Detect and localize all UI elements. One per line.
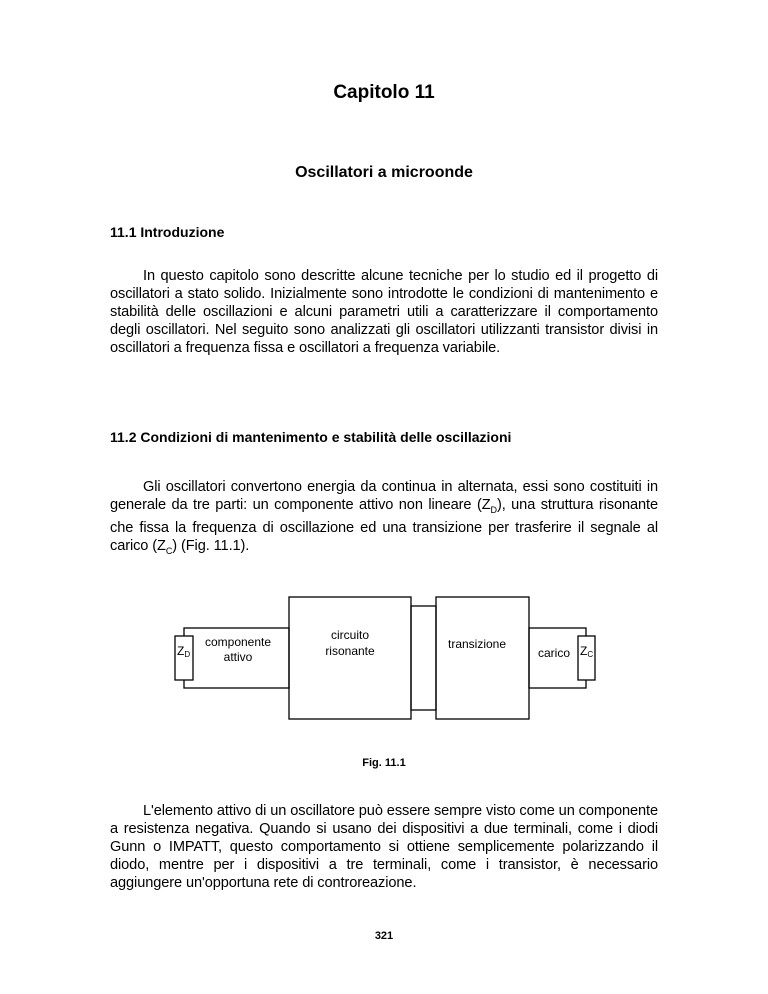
paragraph-conditions-text-1: Gli oscillatori convertono energia da continua in alternata, essi sono costituiti in generale da tre parti: un componente attivo non lineare (Z <box>110 479 658 513</box>
zc-label: ZC <box>580 644 594 659</box>
page-number: 321 <box>374 930 394 942</box>
chapter-title: Capitolo 11 <box>333 82 435 103</box>
zd-label: ZD <box>177 644 191 659</box>
paragraph-introduction: In questo capitolo sono descritte alcune tecniche per lo studio ed il progetto di oscillatori a stato solido. Inizialmente sono introdotte le condizioni di mantenimento e stabilità delle oscillazioni e alcuni parametri utili a caratterizzare il comportamento degli oscillatori. Nel seguito sono analizzati gli oscillatori utilizzanti transistor divisi in oscillatori a frequenza fissa e oscillatori a frequenza variabile. <box>110 268 658 356</box>
section-heading-introduction: 11.1 Introduzione <box>110 224 225 240</box>
transition-label: transizione <box>447 637 507 651</box>
resonant-circuit-block <box>289 597 411 719</box>
chapter-subtitle: Oscillatori a microonde <box>295 164 473 181</box>
section-heading-conditions: 11.2 Condizioni di mantenimento e stabilità delle oscillazioni <box>110 429 512 445</box>
active-component-label-2: attivo <box>223 650 253 664</box>
subscript-d: D <box>490 504 497 515</box>
subscript-c: C <box>165 545 173 556</box>
paragraph-active-element: L'elemento attivo di un oscillatore può essere sempre visto come un componente a resistenza negativa. Quando si usano dei dispositivi a due terminali, come i diodi Gunn o IMPATT, questo comportamento si ottiene semplicemente polarizzando il diodo, mentre per i dispositivi a tre terminali, come i transistor, è necessario aggiungere un'opportuna rete di controreazione. <box>110 803 658 891</box>
paragraph-conditions-text-2: ), una struttura risonante che fissa la frequenza di oscillazione ed una transizione per trasferire il segnale al carico (Z <box>110 497 658 554</box>
transition-block <box>436 597 529 719</box>
resonant-circuit-label-1: circuito <box>330 628 370 642</box>
active-component-label-1: componente <box>204 635 272 649</box>
load-label: carico <box>537 646 571 660</box>
connector-line-pair <box>411 606 436 710</box>
figure-caption: Fig. 11.1 <box>362 757 406 769</box>
paragraph-conditions-text-3: ) (Fig. 11.1). <box>172 537 250 554</box>
resonant-circuit-label-2: risonante <box>325 644 375 658</box>
